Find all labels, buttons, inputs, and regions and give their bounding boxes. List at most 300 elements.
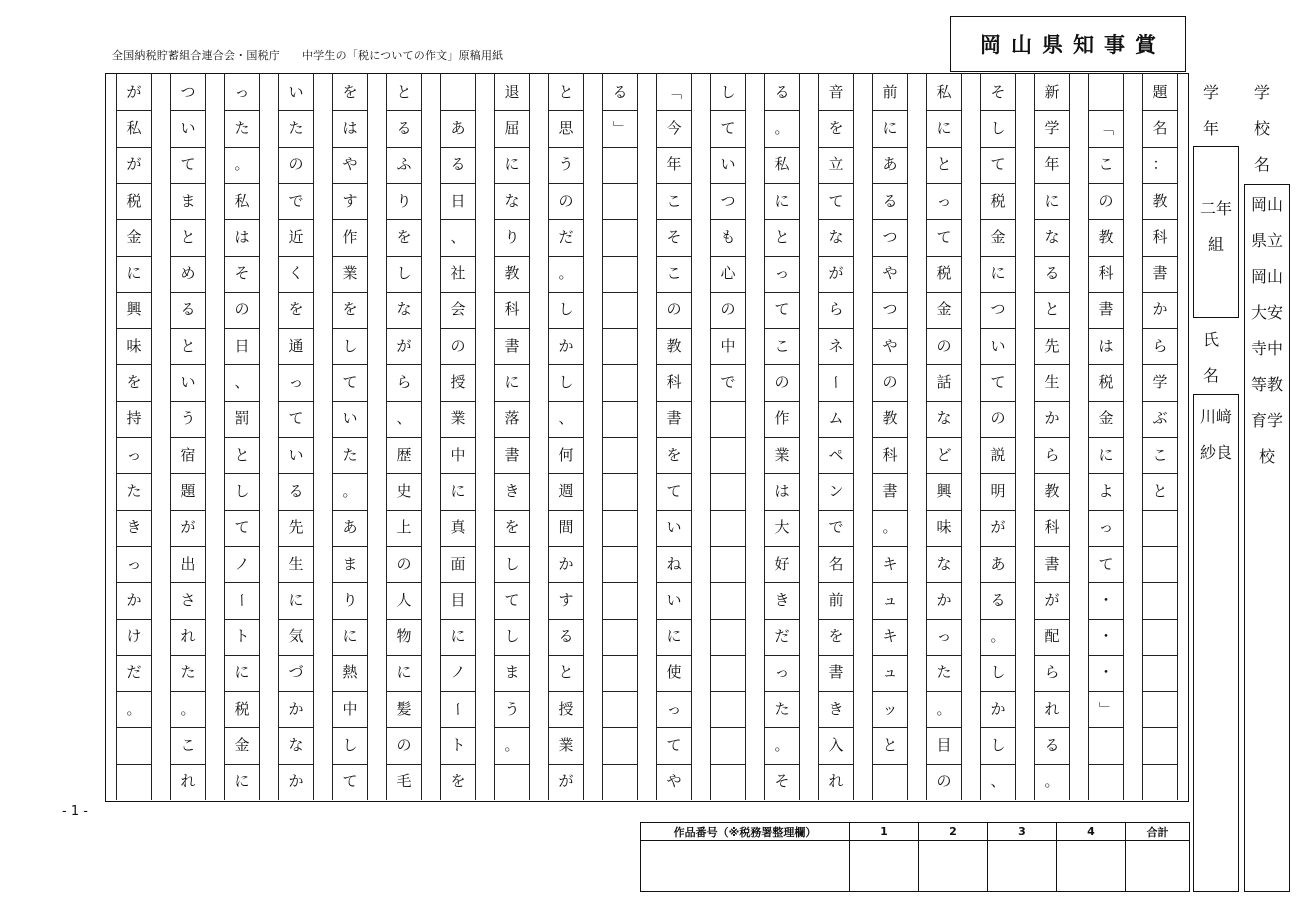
manuscript-cell: け (126, 627, 142, 646)
score-table (640, 822, 1190, 892)
manuscript-cell: 歴 (396, 445, 412, 464)
manuscript-cell: か (936, 590, 952, 609)
score-cell-total[interactable] (1126, 841, 1190, 892)
manuscript-cell: 屈 (504, 118, 520, 137)
manuscript-cell: し (504, 627, 520, 646)
manuscript-cell: 書 (1152, 264, 1168, 283)
manuscript-cell: 授 (558, 699, 574, 718)
manuscript-cell: に (990, 264, 1006, 283)
manuscript-cell: 前 (882, 82, 898, 101)
manuscript-cell: 名 (828, 554, 844, 573)
manuscript-cell: で (720, 373, 736, 392)
manuscript-cell: い (720, 155, 736, 174)
manuscript-cell: っ (1098, 518, 1114, 537)
manuscript-cell: も (720, 227, 736, 246)
score-cell-work-number[interactable] (641, 841, 850, 892)
manuscript-cell: 書 (882, 481, 898, 500)
manuscript-cell: 。 (774, 736, 790, 755)
manuscript-cell: か (126, 590, 142, 609)
manuscript-cell: 学 (1152, 373, 1168, 392)
manuscript-column (764, 74, 800, 800)
manuscript-cell: 真 (450, 518, 466, 537)
manuscript-cell: 毛 (396, 772, 412, 791)
manuscript-cell: の (396, 554, 412, 573)
manuscript-cell: か (288, 699, 304, 718)
manuscript-cell: ネ (828, 336, 844, 355)
manuscript-cell: 。 (1044, 772, 1060, 791)
manuscript-grid (105, 73, 1189, 802)
manuscript-cell: 。 (774, 118, 790, 137)
manuscript-cell: ー (449, 701, 468, 717)
manuscript-cell: と (1152, 481, 1168, 500)
manuscript-cell: ノ (450, 663, 466, 682)
manuscript-cell: つ (990, 300, 1006, 319)
manuscript-cell: っ (936, 191, 952, 210)
manuscript-cell: い (288, 445, 304, 464)
manuscript-cell: 税 (936, 264, 952, 283)
manuscript-cell: て (504, 590, 520, 609)
manuscript-cell: が (396, 336, 412, 355)
manuscript-cell: 生 (288, 554, 304, 573)
manuscript-cell: め (180, 264, 196, 283)
manuscript-cell: だ (126, 663, 142, 682)
manuscript-cell: 。 (504, 736, 520, 755)
manuscript-cell: 学 (1044, 118, 1060, 137)
manuscript-cell: ・ (1098, 627, 1114, 646)
manuscript-cell: ッ (882, 699, 898, 718)
manuscript-cell: き (504, 481, 520, 500)
manuscript-cell: 年 (666, 155, 682, 174)
manuscript-cell: が (126, 155, 142, 174)
manuscript-cell: し (342, 336, 358, 355)
manuscript-cell: を (450, 772, 466, 791)
manuscript-cell: う (558, 155, 574, 174)
score-header-total: 合計 (1126, 823, 1190, 841)
manuscript-cell: ふ (396, 155, 412, 174)
manuscript-cell: に (504, 373, 520, 392)
manuscript-cell: あ (450, 118, 466, 137)
manuscript-cell: の (288, 155, 304, 174)
manuscript-cell: 書 (1098, 300, 1114, 319)
manuscript-cell: と (180, 227, 196, 246)
manuscript-cell: て (342, 772, 358, 791)
manuscript-cell: ま (342, 554, 358, 573)
manuscript-cell: っ (126, 445, 142, 464)
manuscript-column (224, 74, 260, 800)
manuscript-cell: の (720, 300, 736, 319)
school-box (1244, 184, 1290, 892)
manuscript-cell: 。 (234, 155, 250, 174)
manuscript-cell: 私 (126, 118, 142, 137)
manuscript-cell: に (342, 627, 358, 646)
manuscript-cell: 金 (936, 300, 952, 319)
manuscript-cell: 興 (936, 481, 952, 500)
manuscript-cell: 味 (126, 336, 142, 355)
manuscript-cell: て (828, 191, 844, 210)
manuscript-cell: を (342, 300, 358, 319)
manuscript-cell: と (396, 82, 412, 101)
score-table-value-row (641, 841, 1190, 892)
manuscript-cell: と (882, 736, 898, 755)
manuscript-cell: り (342, 590, 358, 609)
manuscript-cell: 心 (720, 264, 736, 283)
manuscript-cell: 先 (288, 518, 304, 537)
manuscript-cell: な (936, 409, 952, 428)
manuscript-cell: 罰 (234, 409, 250, 428)
manuscript-cell: こ (666, 191, 682, 210)
manuscript-cell: た (234, 118, 250, 137)
manuscript-cell: ら (396, 373, 412, 392)
manuscript-cell: し (990, 663, 1006, 682)
manuscript-cell: の (666, 300, 682, 319)
manuscript-cell: や (882, 336, 898, 355)
score-cell-2[interactable] (919, 841, 988, 892)
manuscript-column (1088, 74, 1124, 800)
manuscript-cell: の (936, 336, 952, 355)
manuscript-column (656, 74, 692, 800)
manuscript-cell: り (504, 227, 520, 246)
manuscript-cell: き (828, 699, 844, 718)
manuscript-cell: 教 (1098, 227, 1114, 246)
manuscript-cell: れ (180, 627, 196, 646)
manuscript-cell: 教 (882, 409, 898, 428)
score-header-3: 3 (988, 823, 1057, 841)
manuscript-cell: 、 (234, 373, 250, 392)
manuscript-cell: っ (774, 663, 790, 682)
manuscript-cell: ま (180, 191, 196, 210)
name-value: 川﨑 紗良 (1199, 407, 1249, 462)
manuscript-cell: 上 (396, 518, 412, 537)
manuscript-cell: 配 (1044, 627, 1060, 646)
manuscript-cell: 教 (1044, 481, 1060, 500)
manuscript-cell: に (666, 627, 682, 646)
manuscript-cell: て (990, 373, 1006, 392)
manuscript-cell: が (990, 518, 1006, 537)
manuscript-cell: し (720, 82, 736, 101)
score-table-header-row (641, 823, 1190, 841)
manuscript-cell: な (1044, 227, 1060, 246)
manuscript-cell: 日 (234, 336, 250, 355)
manuscript-cell: た (180, 663, 196, 682)
manuscript-cell: 持 (126, 409, 142, 428)
manuscript-cell: を (396, 227, 412, 246)
manuscript-cell: の (234, 300, 250, 319)
manuscript-column (980, 74, 1016, 800)
manuscript-cell: る (396, 118, 412, 137)
manuscript-cell: や (342, 155, 358, 174)
manuscript-cell: と (180, 336, 196, 355)
manuscript-cell: て (180, 155, 196, 174)
manuscript-cell: で (288, 191, 304, 210)
manuscript-cell: 明 (990, 481, 1006, 500)
manuscript-cell: 中 (720, 336, 736, 355)
manuscript-cell: 面 (450, 554, 466, 573)
manuscript-cell: た (936, 663, 952, 682)
manuscript-cell: 先 (1044, 336, 1060, 355)
manuscript-cell: が (828, 264, 844, 283)
manuscript-cell: を (828, 627, 844, 646)
manuscript-cell: ね (666, 554, 682, 573)
manuscript-cell: が (558, 772, 574, 791)
manuscript-cell: と (558, 663, 574, 682)
manuscript-cell: 金 (990, 227, 1006, 246)
score-cell-3[interactable] (988, 841, 1057, 892)
manuscript-cell: ン (828, 481, 844, 500)
manuscript-cell: 。 (558, 264, 574, 283)
manuscript-cell: る (288, 481, 304, 500)
manuscript-cell: 年 (1044, 155, 1060, 174)
manuscript-cell: た (126, 481, 142, 500)
manuscript-cell: を (126, 373, 142, 392)
manuscript-cell: る (1044, 264, 1060, 283)
manuscript-cell: 税 (1098, 373, 1114, 392)
manuscript-cell: 退 (504, 82, 520, 101)
manuscript-cell: っ (126, 554, 142, 573)
manuscript-cell: あ (342, 518, 358, 537)
manuscript-cell: し (990, 118, 1006, 137)
manuscript-cell: さ (180, 590, 196, 609)
manuscript-cell: き (774, 590, 790, 609)
grade-value: 二年組 (1199, 199, 1232, 254)
manuscript-cell: て (234, 518, 250, 537)
manuscript-cell: は (774, 481, 790, 500)
manuscript-cell: る (180, 300, 196, 319)
manuscript-cell: の (774, 373, 790, 392)
manuscript-cell: か (558, 336, 574, 355)
manuscript-cell: 。 (882, 518, 898, 537)
manuscript-cell: 生 (1044, 373, 1060, 392)
manuscript-cell: の (450, 336, 466, 355)
manuscript-cell: と (774, 227, 790, 246)
score-cell-4[interactable] (1057, 841, 1126, 892)
manuscript-cell: て (666, 736, 682, 755)
manuscript-column (170, 74, 206, 800)
manuscript-cell: し (396, 264, 412, 283)
manuscript-cell: に (288, 590, 304, 609)
manuscript-cell: れ (828, 772, 844, 791)
manuscript-cell: 話 (936, 373, 952, 392)
manuscript-cell: て (342, 373, 358, 392)
manuscript-cell: の (882, 373, 898, 392)
manuscript-cell: あ (882, 155, 898, 174)
manuscript-cell: 作 (342, 227, 358, 246)
manuscript-cell: く (288, 264, 304, 283)
manuscript-cell: 史 (396, 481, 412, 500)
manuscript-column (494, 74, 530, 800)
manuscript-cell: い (990, 336, 1006, 355)
manuscript-cell: を (504, 518, 520, 537)
manuscript-cell: の (936, 772, 952, 791)
manuscript-cell: に (504, 155, 520, 174)
manuscript-cell: と (1044, 300, 1060, 319)
manuscript-cell: と (234, 445, 250, 464)
manuscript-cell: よ (1098, 481, 1114, 500)
form-title: 中学生の「税についての作文」原稿用紙 (302, 49, 504, 62)
manuscript-cell: そ (990, 82, 1006, 101)
manuscript-cell: 書 (504, 445, 520, 464)
manuscript-cell: に (936, 118, 952, 137)
manuscript-cell: に (1098, 445, 1114, 464)
manuscript-column (1142, 74, 1178, 800)
manuscript-cell: 。 (126, 699, 142, 718)
manuscript-cell: 間 (558, 518, 574, 537)
manuscript-cell: か (558, 554, 574, 573)
manuscript-cell: つ (720, 191, 736, 210)
manuscript-cell: 授 (450, 373, 466, 392)
manuscript-cell: に (1044, 191, 1060, 210)
manuscript-cell: や (882, 264, 898, 283)
manuscript-cell: の (990, 409, 1006, 428)
manuscript-cell: ・ (1098, 663, 1114, 682)
manuscript-cell: っ (288, 373, 304, 392)
manuscript-column (710, 74, 746, 800)
manuscript-cell: 新 (1044, 82, 1060, 101)
manuscript-cell: す (558, 590, 574, 609)
manuscript-cell: だ (558, 227, 574, 246)
manuscript-cell: そ (666, 227, 682, 246)
manuscript-cell: い (666, 590, 682, 609)
manuscript-cell: 私 (234, 191, 250, 210)
manuscript-cell: 教 (504, 264, 520, 283)
manuscript-cell: の (1098, 191, 1114, 210)
manuscript-cell: 説 (990, 445, 1006, 464)
manuscript-cell: 気 (288, 627, 304, 646)
manuscript-cell: を (666, 445, 682, 464)
manuscript-cell: る (450, 155, 466, 174)
manuscript-cell: れ (180, 772, 196, 791)
manuscript-cell: て (774, 300, 790, 319)
manuscript-cell: っ (234, 82, 250, 101)
manuscript-cell: 題 (1152, 82, 1168, 101)
manuscript-cell: 前 (828, 590, 844, 609)
manuscript-cell: い (180, 118, 196, 137)
manuscript-cell: に (882, 118, 898, 137)
name-box (1193, 394, 1249, 892)
manuscript-cell: た (288, 118, 304, 137)
manuscript-cell: 、 (558, 409, 574, 428)
manuscript-cell: に (234, 772, 250, 791)
manuscript-cell: や (666, 772, 682, 791)
manuscript-cell: な (396, 300, 412, 319)
manuscript-cell: 名 (1152, 118, 1168, 137)
manuscript-column (278, 74, 314, 800)
manuscript-cell: 興 (126, 300, 142, 319)
manuscript-cell: ュ (882, 663, 898, 682)
manuscript-cell: て (720, 118, 736, 137)
score-header-work-number: 作品番号（※税務署整理欄） (641, 823, 850, 841)
manuscript-cell: す (342, 191, 358, 210)
manuscript-cell: こ (1098, 155, 1114, 174)
manuscript-cell: て (936, 227, 952, 246)
manuscript-cell: 業 (342, 264, 358, 283)
manuscript-cell: る (1044, 736, 1060, 755)
manuscript-cell: 業 (450, 409, 466, 428)
manuscript-cell: 日 (450, 191, 466, 210)
manuscript-cell: る (558, 627, 574, 646)
manuscript-column (818, 74, 854, 800)
manuscript-cell: ー (827, 375, 846, 391)
organization-name: 全国納税貯蓄組合連合会・国税庁 (112, 49, 280, 62)
manuscript-cell: ど (936, 445, 952, 464)
score-cell-1[interactable] (850, 841, 919, 892)
manuscript-cell: 教 (666, 336, 682, 355)
manuscript-cell: 社 (450, 264, 466, 283)
manuscript-cell: ぶ (1152, 409, 1168, 428)
manuscript-cell: な (936, 554, 952, 573)
manuscript-column (440, 74, 476, 800)
manuscript-cell: 思 (558, 118, 574, 137)
manuscript-cell: し (234, 481, 250, 500)
manuscript-cell: の (558, 191, 574, 210)
manuscript-cell: 宿 (180, 445, 196, 464)
manuscript-column (116, 74, 152, 800)
manuscript-cell: て (990, 155, 1006, 174)
manuscript-cell: ら (1044, 663, 1060, 682)
manuscript-cell: 。 (180, 699, 196, 718)
manuscript-cell: ら (828, 300, 844, 319)
manuscript-cell (441, 74, 475, 110)
manuscript-cell: 会 (450, 300, 466, 319)
manuscript-cell: こ (666, 264, 682, 283)
manuscript-cell: る (990, 590, 1006, 609)
manuscript-cell: し (558, 373, 574, 392)
manuscript-cell: 音 (828, 82, 844, 101)
manuscript-cell: た (342, 445, 358, 464)
manuscript-cell: 税 (990, 191, 1006, 210)
manuscript-cell: つ (882, 227, 898, 246)
form-header (112, 47, 503, 63)
manuscript-cell: 近 (288, 227, 304, 246)
manuscript-column (548, 74, 584, 800)
manuscript-cell: 熱 (342, 663, 358, 682)
manuscript-cell: 目 (936, 736, 952, 755)
manuscript-cell: 業 (774, 445, 790, 464)
manuscript-cell: な (828, 227, 844, 246)
manuscript-cell: だ (774, 627, 790, 646)
manuscript-cell: 「 (1097, 120, 1116, 136)
manuscript-cell: 業 (558, 736, 574, 755)
manuscript-cell: な (504, 191, 520, 210)
manuscript-cell: れ (1044, 699, 1060, 718)
manuscript-cell: 科 (1044, 518, 1060, 537)
manuscript-cell: は (234, 227, 250, 246)
score-header-1: 1 (850, 823, 919, 841)
manuscript-cell: 書 (828, 663, 844, 682)
manuscript-cell: い (342, 409, 358, 428)
score-header-4: 4 (1057, 823, 1126, 841)
manuscript-cell: ： (1152, 155, 1168, 174)
manuscript-cell: 。 (936, 699, 952, 718)
manuscript-cell: う (180, 409, 196, 428)
manuscript-cell: 科 (1098, 264, 1114, 283)
manuscript-cell: ト (234, 627, 250, 646)
manuscript-cell: つ (180, 82, 196, 101)
manuscript-cell: い (666, 518, 682, 537)
manuscript-cell: は (1098, 336, 1114, 355)
manuscript-cell: ュ (882, 590, 898, 609)
manuscript-cell: が (180, 518, 196, 537)
manuscript-cell: ノ (234, 554, 250, 573)
manuscript-cell: ト (450, 736, 466, 755)
manuscript-cell: 通 (288, 336, 304, 355)
manuscript-cell: り (396, 191, 412, 210)
school-name: 岡山県立岡山大安寺中等教育学校 (1250, 195, 1283, 466)
manuscript-cell: 週 (558, 481, 574, 500)
manuscript-cell: の (396, 736, 412, 755)
manuscript-cell: そ (234, 264, 250, 283)
manuscript-cell: 中 (450, 445, 466, 464)
manuscript-cell: 書 (504, 336, 520, 355)
